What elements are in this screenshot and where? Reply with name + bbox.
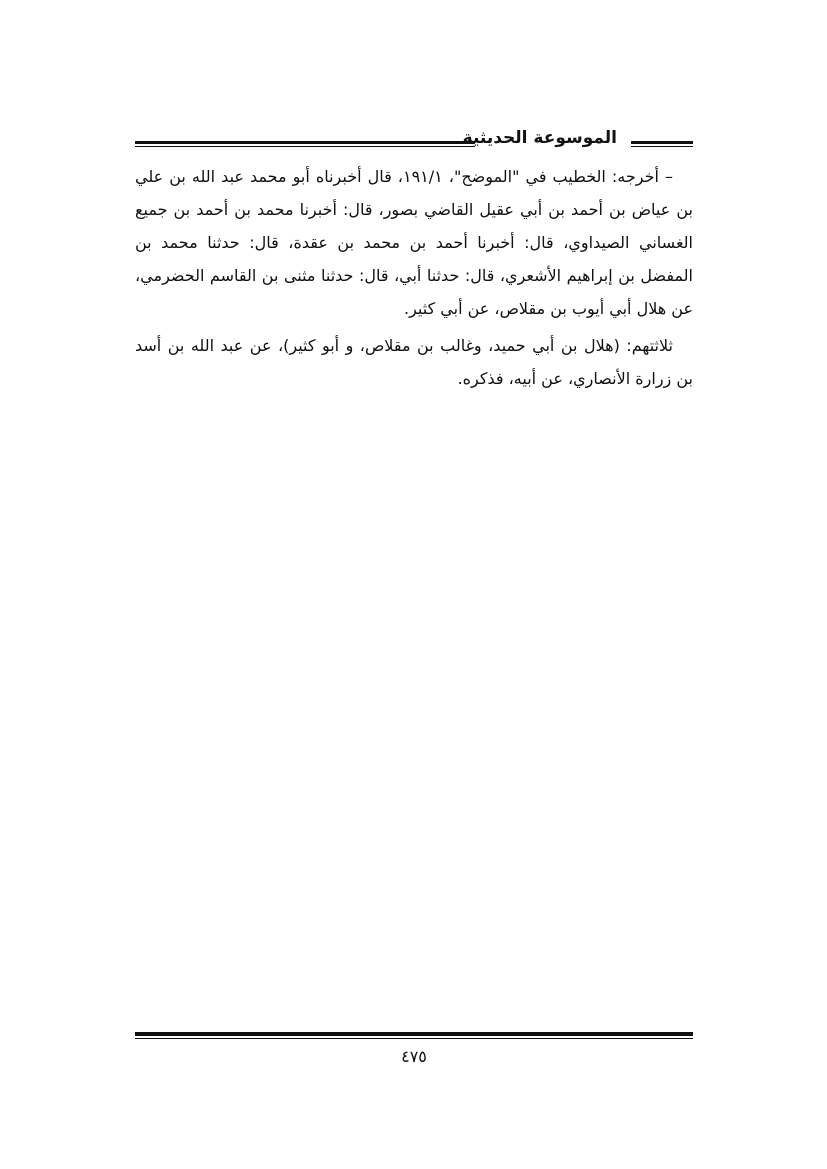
- running-header: [135, 128, 693, 154]
- header-title: الموسوعة الحديثية: [462, 128, 617, 148]
- page-number: ٤٧٥: [401, 1047, 427, 1066]
- body-paragraph-1: – أخرجه: الخطيب في "الموضح"، ١٩١/١، قال أخبرناه أبو محمد عبد الله بن علي بن عياض بن أحمد بن أبي عقيل القاضي بصور، قال: أخبرنا محمد بن أحمد بن جميع الغساني الصيداوي، قال: أخبرنا أحمد بن محمد بن عقدة، قال: حدثنا محمد بن المفضل بن إبراهيم الأشعري، قال: حدثنا أبي، قال: حدثنا مثنى بن القاسم الحضرمي، عن هلال أبي أيوب بن مقلاص، عن أبي كثير.: [135, 167, 693, 318]
- page-body: [135, 160, 693, 395]
- footer-rule: [135, 1032, 693, 1039]
- header-rule-right: [631, 141, 693, 147]
- body-paragraph-2: ثلاثتهم: (هلال بن أبي حميد، وغالب بن مقلاص، و أبو كثير)، عن عبد الله بن أسد بن زرارة الأنصاري، عن أبيه، فذكره.: [135, 336, 693, 388]
- header-rule-left: [135, 141, 475, 147]
